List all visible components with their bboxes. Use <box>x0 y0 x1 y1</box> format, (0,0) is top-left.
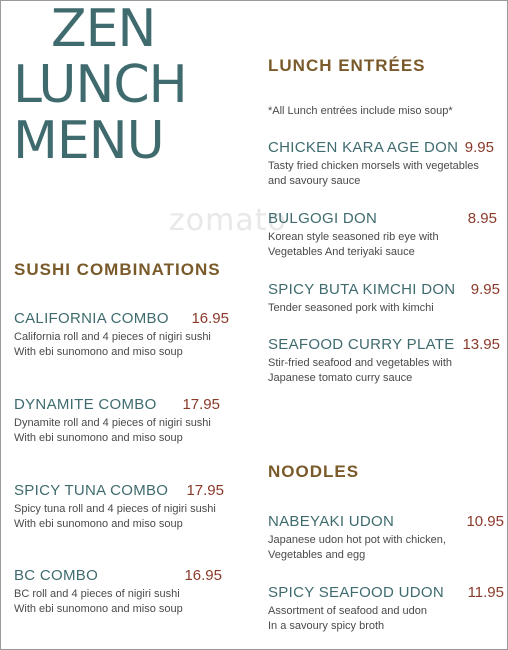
item-price: 17.95 <box>186 482 224 499</box>
description-line: Japanese udon hot pot with chicken, <box>268 534 446 546</box>
item-description <box>268 230 497 260</box>
entrees-heading: LUNCH ENTRÉES <box>268 56 426 75</box>
description-line: Spicy tuna roll and 4 pieces of nigiri sushi <box>14 503 216 515</box>
item-name: BC COMBO <box>14 567 99 584</box>
description-line: Vegetables And teriyaki sauce <box>268 246 415 258</box>
item-name: SEAFOOD CURRY PLATE <box>268 336 455 353</box>
menu-item <box>268 139 494 189</box>
item-description <box>14 330 229 360</box>
title-line-3: MENU <box>13 111 164 171</box>
item-description <box>14 416 220 446</box>
item-description <box>268 301 500 316</box>
menu-item <box>14 310 229 360</box>
description-line: Stir-fried seafood and vegetables with <box>268 357 453 369</box>
menu-item <box>268 210 497 260</box>
menu-item <box>268 584 504 634</box>
item-price: 13.95 <box>462 336 500 353</box>
description-line: In a savoury spicy broth <box>268 620 385 632</box>
item-description <box>268 533 504 563</box>
item-name: DYNAMITE COMBO <box>14 396 157 413</box>
item-price: 16.95 <box>191 310 229 327</box>
menu-title <box>13 1 187 169</box>
description-line: Korean style seasoned rib eye with <box>268 231 439 243</box>
menu-item <box>14 482 224 532</box>
noodles-heading: NOODLES <box>268 462 360 481</box>
description-line: California roll and 4 pieces of nigiri sushi <box>14 331 211 343</box>
entrees-note: *All Lunch entrées include miso soup* <box>268 105 453 117</box>
description-line: BC roll and 4 pieces of nigiri sushi <box>14 588 180 600</box>
description-line: Japanese tomato curry sauce <box>268 372 413 384</box>
item-description <box>14 587 222 617</box>
description-line: Vegetables and egg <box>268 549 366 561</box>
item-description <box>268 356 500 386</box>
description-line: Tasty fried chicken morsels with vegetables <box>268 160 479 172</box>
item-name: SPICY TUNA COMBO <box>14 482 169 499</box>
item-description <box>268 604 504 634</box>
description-line: With ebi sunomono and miso soup <box>14 518 183 530</box>
title-line-2: LUNCH <box>13 55 187 115</box>
description-line: With ebi sunomono and miso soup <box>14 603 183 615</box>
item-price: 8.95 <box>467 210 497 227</box>
item-price: 16.95 <box>184 567 222 584</box>
title-line-1: ZEN <box>51 0 156 59</box>
description-line: Assortment of seafood and udon <box>268 605 427 617</box>
item-name: BULGOGI DON <box>268 210 378 227</box>
item-price: 9.95 <box>470 281 500 298</box>
description-line: With ebi sunomono and miso soup <box>14 346 183 358</box>
menu-item <box>14 396 220 446</box>
item-price: 9.95 <box>464 139 494 156</box>
item-name: SPICY SEAFOOD UDON <box>268 584 444 601</box>
item-price: 17.95 <box>182 396 220 413</box>
menu-item <box>268 513 504 563</box>
item-price: 10.95 <box>466 513 504 530</box>
item-name: CALIFORNIA COMBO <box>14 310 169 327</box>
item-description <box>268 159 494 189</box>
menu-item <box>268 281 500 316</box>
description-line: With ebi sunomono and miso soup <box>14 432 183 444</box>
description-line: Tender seasoned pork with kimchi <box>268 302 434 314</box>
sushi-heading: SUSHI COMBINATIONS <box>14 260 221 279</box>
menu-item <box>268 336 500 386</box>
description-line: and savoury sauce <box>268 175 361 187</box>
item-name: CHICKEN KARA AGE DON <box>268 139 459 156</box>
watermark: zomato <box>169 203 287 238</box>
menu-item <box>14 567 222 617</box>
item-description <box>14 502 224 532</box>
description-line: Dynamite roll and 4 pieces of nigiri sushi <box>14 417 211 429</box>
item-name: SPICY BUTA KIMCHI DON <box>268 281 456 298</box>
item-price: 11.95 <box>467 584 504 601</box>
item-name: NABEYAKI UDON <box>268 513 395 530</box>
